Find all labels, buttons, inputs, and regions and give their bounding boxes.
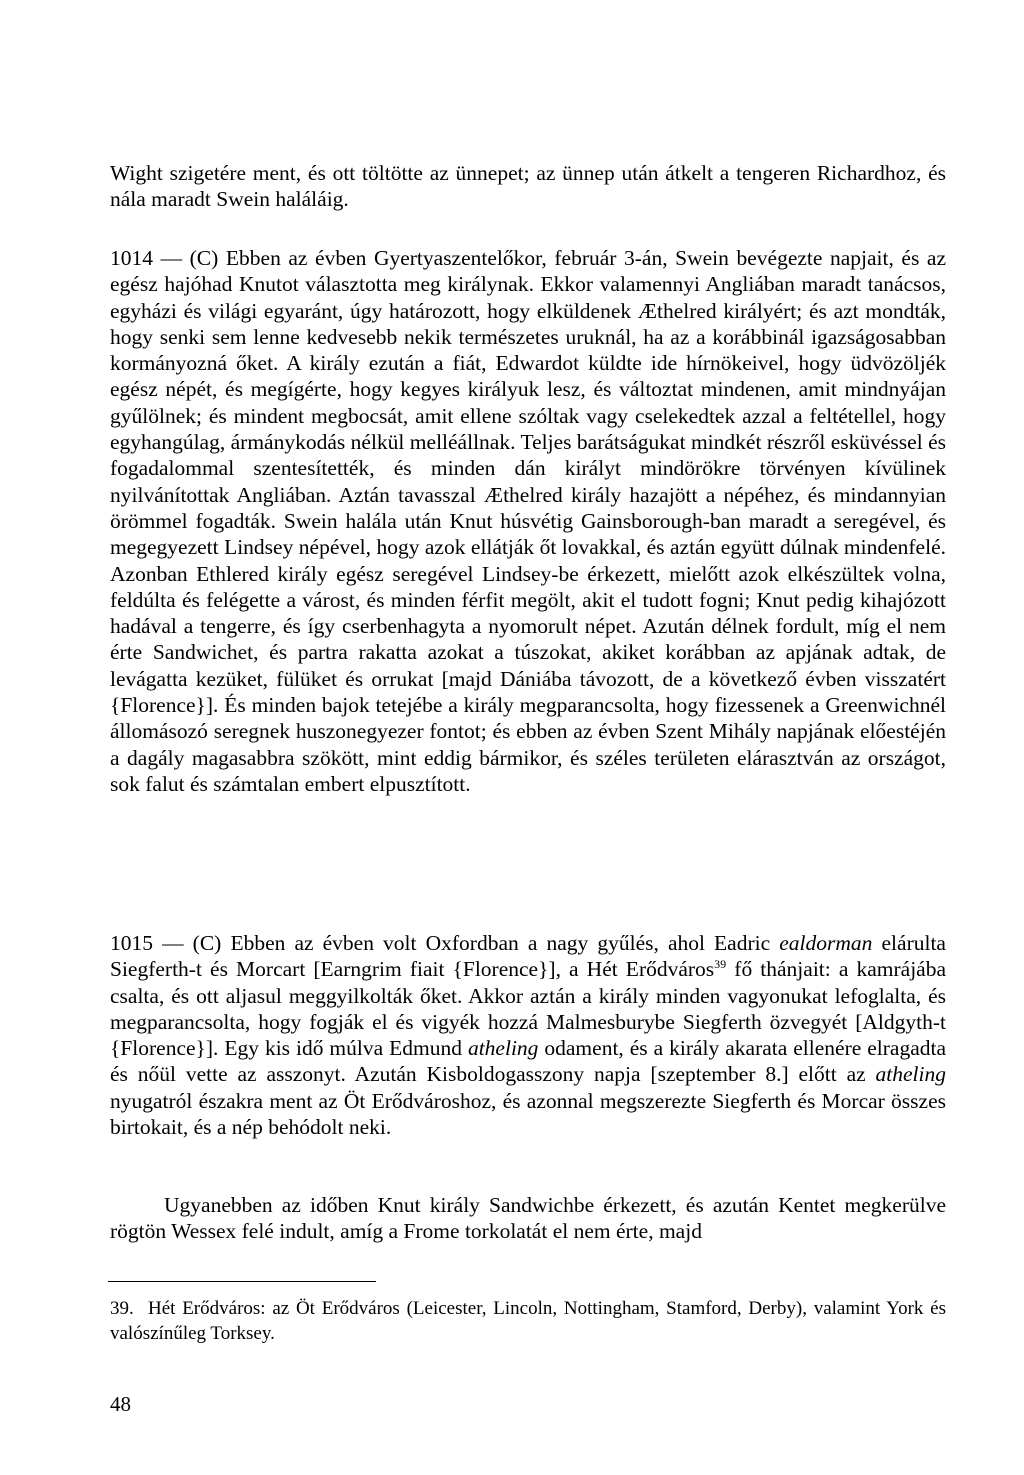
entry-1014-text: Ebben az évben Gyertyaszentelőkor, február 3-án, Swein bevégezte napjait, és az egész hajóhad Knutot választotta meg királynak. Ekkor valamennyi Angliában maradt tanácsos, egyházi és világi egyaránt, úgy határozott, hogy elküldenek Æthelred királyért; és azt mondták, hogy senki sem lenne kedvesebb nekik természetes uruknál, ha az a korábbinál igazságosabban kormányozná őket. A király ezután a fiát, Edwardot küldte ide hírnökeivel, hogy üdvözöljék egész népét, és megígérte, hogy kegyes királyuk lesz, és változtat mindenen, amit mindnyájan gyűlölnek; és mindent megbocsát, amit ellene szóltak vagy cselekedtek azzal a feltétellel, hogy egyhangúlag, ármánykodás nélkül melléállnak. Teljes barátságukat mindkét részről esküvéssel és fogadalommal szentesítették, és minden dán királyt mindörökre törvényen kívülinek nyilvánítottak Angliában. Aztán tavasszal Æthelred király hazajött a népéhez, és mindannyian örömmel fogadták. Swein halála után Knut húsvétig Gainsborough-ban maradt a seregével, és megegyezett Lindsey népével, hogy azok ellátják őt lovakkal, és aztán együtt dúlnak mindenfelé. Azonban Ethlered király egész seregével Lindsey-be érkezett, mielőtt azok elkészültek volna, feldúlta és felégette a várost, és minden férfit megölt, akit el tudott fogni; Knut pedig kihajózott hadával a tengerre, és így cserbenhagyta a nyomorult népet. Azután délnek fordult, míg el nem érte Sandwichet, és partra rakatta azokat a túszokat, akiket korábban az apjának adtak, de levágatta kezüket, fülüket és orrukat [majd Dániába távozott, de a következő évben visszatért {Florence}]. És minden bajok tetejébe a király megparancsolta, hogy fizessenek a Greenwichnél állomásozó seregnek huszonegyezer fontot; és ebben az évben Szent Mihály napjának előestéjén a dagály magasabbra szökött, mint eddig bármikor, és széles területen elárasztván az országot, sok falut és számtalan embert elpusztított.: [110, 246, 946, 796]
knut-text: Ugyanebben az időben Knut király Sandwichbe érkezett, és azután Kentet megkerülve rögtön Wessex felé indult, amíg a Frome torkolatát el nem érte, majd: [110, 1193, 946, 1244]
entry-1014-year-label: 1014 — (C): [110, 246, 219, 270]
entry-1015-text-2: elárulta Siegferth-t és Morcart [Earngrim fiait {Florence}], a Hét Erődváros: [110, 931, 946, 982]
entry-1015-italic-ealdorman: ealdorman: [779, 931, 873, 955]
page-number: 48: [110, 1392, 131, 1416]
knut-paragraph: [110, 1192, 946, 1245]
entry-1015-text-1: Ebben az évben volt Oxfordban a nagy gyűlés, ahol Eadric: [230, 931, 771, 955]
entry-1015-italic-atheling-2: atheling: [875, 1062, 946, 1087]
footnote-divider: [108, 1281, 376, 1282]
footnote-reference: 39: [714, 957, 727, 972]
entry-1015-paragraph: [110, 930, 946, 1140]
entry-1015-text-4: odament, és a király akarata ellenére elragadta és nőül vette az asszonyt. Azután Kisboldogasszony napja [szeptember 8.] előtt az: [110, 1036, 947, 1087]
entry-1015-italic-atheling-1: atheling: [467, 1036, 539, 1061]
footnote: [110, 1296, 946, 1346]
entry-1014-paragraph: [110, 245, 946, 797]
entry-1015-text-3: fő thánjait: a kamrájába csalta, és ott aljasul meggyilkolták őket. Akkor aztán a király minden vagyonukat lefoglalta, és megparancsolta, hogy fogják el és vigyék hozzá Malmesburybe Siegferth özvegyét [Aldgyth-t {Florence}]. Egy kis idő múlva Edmund: [110, 957, 946, 1061]
entry-1015-text-5: nyugatról északra ment az Öt Erődvároshoz, és azonnal megszerezte Siegferth és Morcar összes birtokait, és a nép behódolt neki.: [110, 1088, 946, 1140]
intro-text: Wight szigetére ment, és ott töltötte az ünnepet; az ünnep után átkelt a tengeren Richardhoz, és nála maradt Swein haláláig.: [110, 161, 946, 212]
footnote-number: 39.: [110, 1298, 134, 1319]
intro-paragraph: [110, 160, 946, 213]
entry-1015-year-label: 1015 — (C): [110, 931, 222, 955]
footnote-text: Hét Erődváros: az Öt Erődváros (Leicester, Lincoln, Nottingham, Stamford, Derby), valamint York és valószínűleg Torksey.: [110, 1298, 946, 1344]
